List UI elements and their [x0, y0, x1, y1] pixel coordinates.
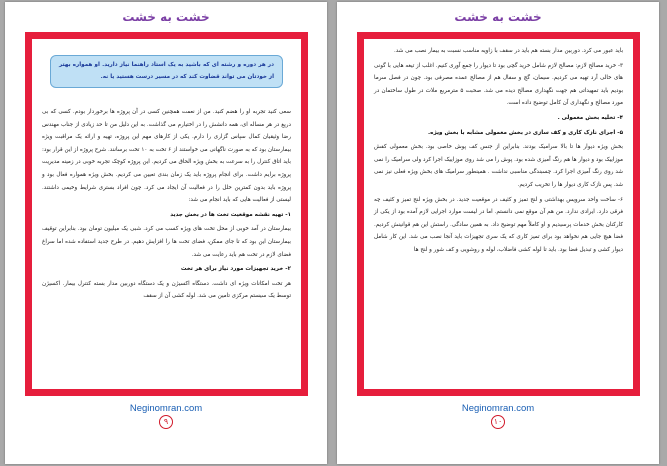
site-link[interactable]: Neginomran.com [129, 403, 203, 414]
paragraph: بیمارستان در آمد خوبی از محل تخت های ویژه کسب می کرد. شبی یک میلیون تومان بود. بنابراین توقیف بیمارستان این بود که تا جای ممکن، فضای تخت ها را افزایش دهیم. در طرح جدید استفاده شده اما سراغ فضای لازم در تخت هم باید رعایت می شد. [42, 226, 291, 258]
site-link[interactable]: Neginomran.com [461, 403, 535, 414]
page-frame [357, 32, 640, 396]
paragraph: ۳- خرید مصالح لازم: مصالح لازم شامل خرید گچی بود تا دیوار را جمع آوری کنیم. اغلب از تیغه هایی با گونی های خالی آرد تهیه می کردیم. سیمان، گچ و سفال هم از مصالح عمده مصرفی بود. چون در فصل سرما بودیم باید تمهیداتی هم جهت نگهداری مصالح دیده می شد. صحبت ۵ مترمربع ملات در طول ساختمان در مورد مصالح و نگهداری آن کامل توضیح داده است. [374, 62, 623, 107]
page-content [364, 39, 633, 389]
left-page [5, 2, 327, 464]
page-title: خشت به خشت [122, 10, 210, 24]
right-page [337, 2, 659, 464]
paragraph: بخش ویژه دیوار ها تا بالا سرامیک بودند. بنابراین از جنس کف پوش خاصی بود. بخش معمولی کفش موزاییک بود و دیوار ها هم رنگ آمیزی شده بود. پوش را می شد روی موزاییک اجرا کرد ولی سرامیک را نمی شد روی رنگ آمیزی اجرا کرد. چسبندگی مناسبی نداشت . همینطور سرامیک های بخش ویژه فعلی نیز نمی شد. پس نازک کاری دیوار ها را تخریب کردیم. [374, 144, 623, 188]
list-item: ۱- تهیه نقشه موقعیت تخت ها در بخش جدید [170, 211, 291, 218]
page-title: خشت به خشت [454, 10, 542, 24]
page-frame [25, 32, 308, 396]
paragraph: ۶- ساخت واحد سرویس بهداشتی و لنج تمیز و کثیف در موقعیت جدید. در بخش ویژه لنج تمیز و کثیف چه فرقی دارد. ایرادی ندارد. من هم آن موقع نمی دانستم. اما در لیست موارد اجرایی لازم آمده بود از یکی از کارکنان بخش خدمات پرسیدیم و او کاملاً مهم توضیح داد. به همین سادگی. راستش این هم قوانینش کردیم. فضا هیچ جایی هم نخواهد بود برای تمیز کاری که یک سری تجهیزات باید آنجا نصب می شد. این کار شامل دیوار کشی و تبدیل فضا بود. باید تا لوله کشی فاضلاب، لوله و روشویی و کف شور و لنج ها [374, 196, 623, 253]
list-item: ۵- اجرای نازک کاری و کف سازی در بخش معمولی مشابه با بخش ویژه. [428, 129, 623, 136]
list-item: ۲- خرید تجهیزات مورد نیاز برای هر تخت [180, 266, 291, 273]
paragraph: سعی کنید تجربه او را هضم کنید. من از نعمت همچنین کسی در آن پروژه ها برخوردار بودم. کسی که بی دریغ در هر مساله ای، همه دانشش را در اختیارم می گذاشت. به این دلیل من تا حد زیادی از جناب مهندس رضا وثیقیان کمال سپاس گزاری را دارم. یکی از کارهای مهم این پروژه، تهیه و ارائه یک مراقبت ویژه بیمارستان بود که به صورت ناگهانی می خواستند از ۶ تخت به ۱۰ تخت برسانند. شرح پروژه از این قرار بود: باید اتاق کنترل را به سرعت به بخش ویژه الحاق می کردیم. این پروژه کوچک تجربه خوبی در زمینه مدیریت پروژه برایم داشت. برای انجام پروژه باید یک زمان بندی تعیین می کردیم. بخش ویژه همواره فعال بود و پروژه باید بدون کمترین خلل را در فعالیت آن ایجاد می کرد. چون افراد بستری شرایط وخیمی داشتند. لیستی از فعالیت هایی که باید انجام می شد: [42, 109, 291, 204]
paragraph: هر تخت امکانات ویژه ای داشت. دستگاه اکسیژن و یک دستگاه دوربین مدار بسته کنترل بیمار. اکسیژن توسط یک سیستم مرکزی تامین می شد. لوله کشی آن از سقف [42, 280, 291, 300]
page-content [32, 39, 301, 389]
page-number: ۱۰ [491, 415, 505, 429]
paragraph: باید عبور می کرد. دوربین مدار بسته هم باید در سقف با زاویه مناسب نسبت به بیمار نصب می شد. [393, 48, 623, 54]
callout-box: در هر دوره و رشته ای که باشید به یک استاد راهنما نیاز دارید. او همواره بهتر از خودتان می تواند قضاوت کند که در مسیر درست هستید یا نه. [50, 55, 283, 88]
page-number: ۹ [159, 415, 173, 429]
list-item: ۴- تخلیه بخش معمولی . [557, 114, 623, 121]
